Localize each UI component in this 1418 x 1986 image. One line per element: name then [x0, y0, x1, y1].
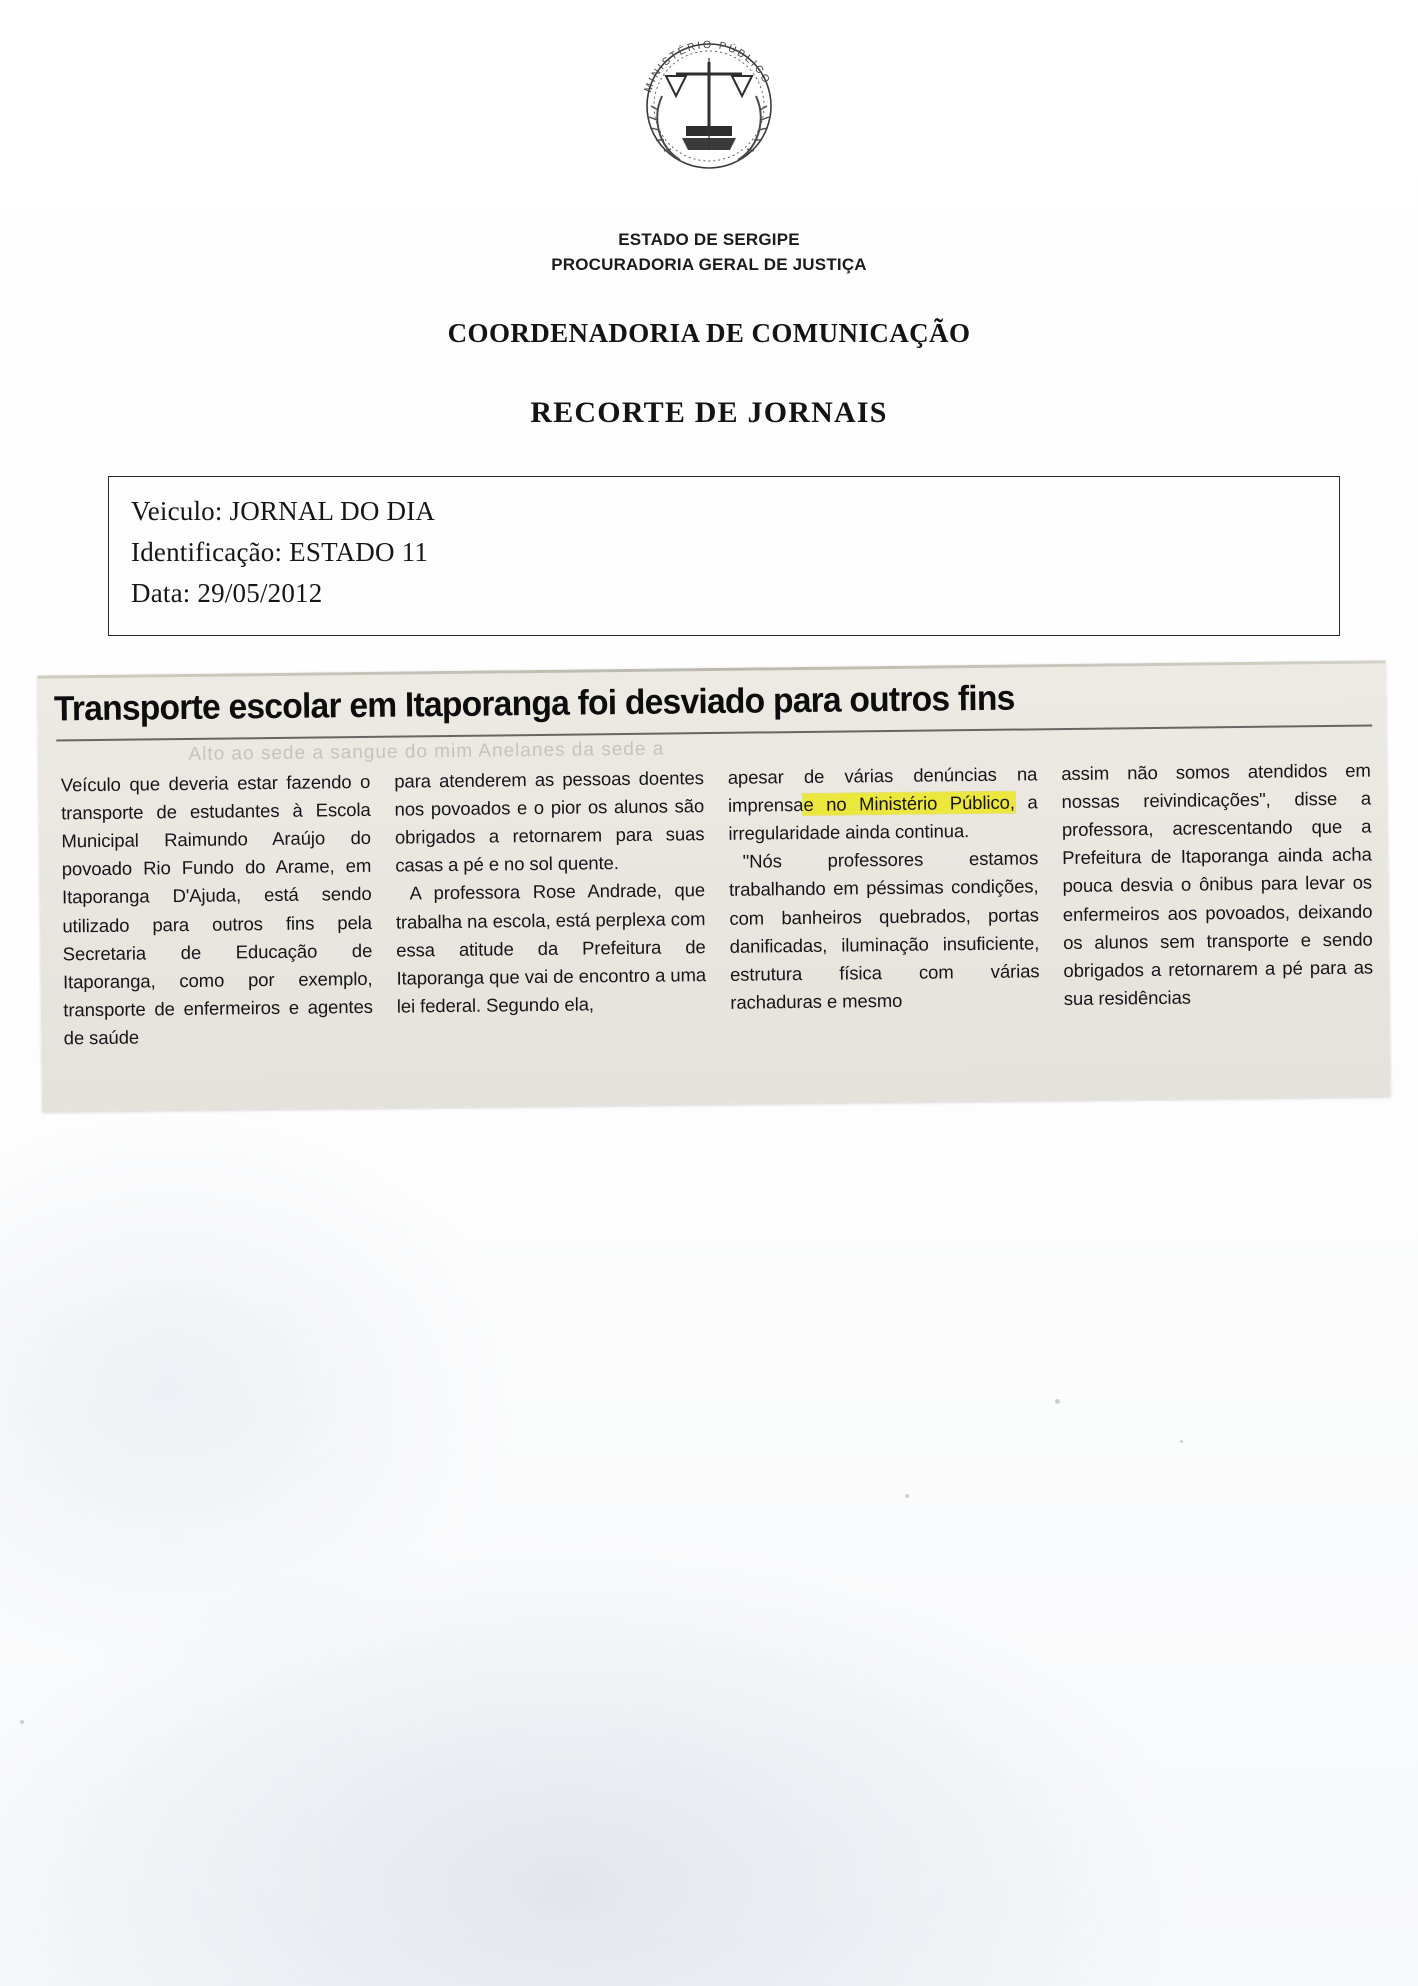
scan-speck [905, 1494, 909, 1498]
column-3-text-after: a irregularidade ainda continua. [728, 791, 1038, 845]
clipping-column-3 [728, 760, 1041, 1045]
clipping-ghost-text: Alto ao sede a sangue do mim Anelanes da sede a [188, 738, 665, 765]
clipping-column-1 [61, 768, 374, 1053]
organization-block [0, 228, 1418, 277]
column-3-text-before: apesar de várias denúncias na imprensa [727, 763, 1038, 816]
column-4-paragraph-1: assim não somos atendidos em nossas reivindicações", disse a professora, acrescentando que a Prefeitura de Itaporanga ainda acha pouca desvia o ônibus para levar os enfermeiros aos povoados, deixando os alunos sem transporte e sendo obrigados a retornarem a pé para as sua residências [1061, 759, 1374, 1009]
coordination-title: COORDENADORIA DE COMUNICAÇÃO [447, 318, 971, 348]
metadata-date: Data: 29/05/2012 [131, 578, 323, 609]
column-2-paragraph-2: A professora Rose Andrade, que trabalha na escola, está perplexa com essa atitude da Prefeitura de Itaporanga que vai de encontro a uma lei federal. Segundo ela, [395, 879, 707, 1017]
clipping-headline: Transporte escolar em Itaporanga foi desviado para outros fins [53, 678, 1015, 729]
page-title: RECORTE DE JORNAIS [530, 396, 888, 429]
column-3-paragraph-1 [728, 760, 1038, 848]
newspaper-clipping [38, 660, 1391, 1111]
column-3-paragraph-2: "Nós professores estamos trabalhando em péssimas condições, com banheiros quebrados, portas danificadas, iluminação insuficiente, estrutura física com várias rachaduras e mesmo [728, 847, 1040, 1013]
metadata-vehicle: Veiculo: JORNAL DO DIA [131, 496, 436, 526]
prosecutor-line: PROCURADORIA GERAL DE JUSTIÇA [551, 254, 867, 274]
metadata-box [108, 476, 1340, 636]
scan-speck [1055, 1399, 1060, 1404]
clipping-columns [61, 757, 1374, 1053]
column-2-paragraph-1: para atenderem as pessoas doentes nos povoados e o pior os alunos são obrigados a retornarem para suas casas a pé e no sol quente. [394, 767, 705, 876]
clipping-column-4 [1061, 757, 1374, 1042]
scan-speck [20, 1720, 24, 1724]
scan-speck [1180, 1440, 1183, 1443]
svg-text:MINISTÉRIO PÚBLICO: MINISTÉRIO PÚBLICO [642, 38, 773, 95]
state-line: ESTADO DE SERGIPE [618, 230, 800, 249]
highlighted-text: e no Ministério Público, [803, 791, 1015, 816]
column-1-paragraph-1: Veículo que deveria estar fazendo o transporte de estudantes à Escola Municipal Raimundo Araújo do povoado Rio Fundo do Arame, em Itaporanga D'Ajuda, está sendo utilizado para outros fins pela Secretaria de Educação de Itaporanga, como por exemplo, transporte de enfermeiros e agentes de saúde [60, 770, 373, 1049]
metadata-identification: Identificação: ESTADO 11 [131, 537, 429, 568]
clipping-column-2 [394, 764, 707, 1049]
ministerio-publico-emblem-icon [624, 18, 794, 188]
